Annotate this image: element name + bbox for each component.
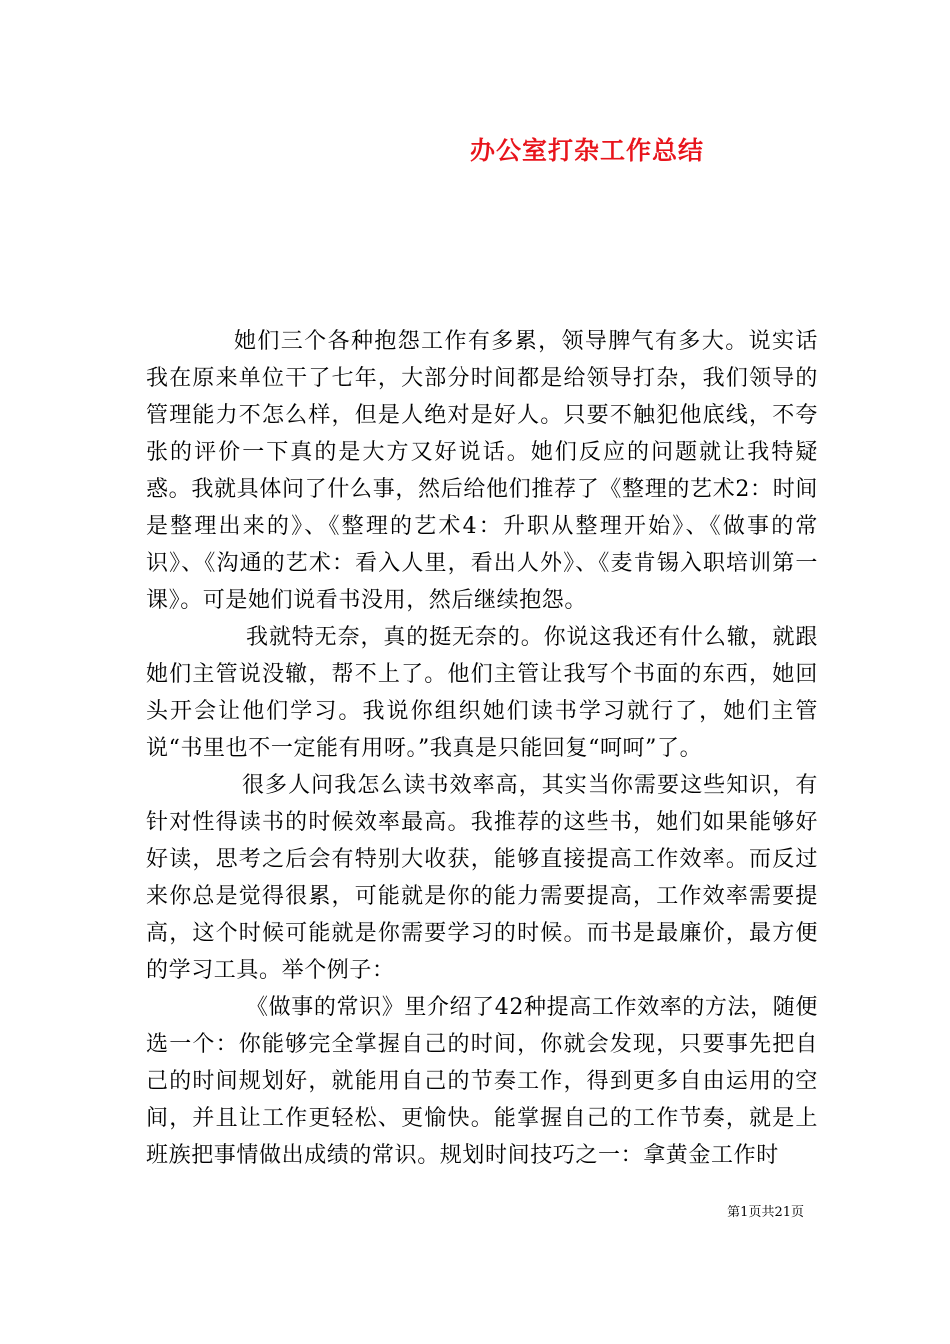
document-body — [146, 323, 818, 1174]
paragraph-2: 我就特无奈，真的挺无奈的。你说这我还有什么辙，就跟她们主管说没辙，帮不上了。他们主管让我写个书面的东西，她回头开会让他们学习。我说你组织她们读书学习就行了，她们主管说“书里也不一定能有用呀。”我真是只能回复“呵呵”了。 — [146, 625, 818, 761]
paragraph-3: 很多人问我怎么读书效率高，其实当你需要这些知识，有针对性得读书的时候效率最高。我推荐的这些书，她们如果能够好好读，思考之后会有特别大收获，能够直接提高工作效率。而反过来你总是觉得很累，可能就是你的能力需要提高，工作效率需要提高，这个时候可能就是你需要学习的时候。而书是最廉价，最方便的学习工具。举个例子： — [146, 773, 818, 983]
paragraph-1: 她们三个各种抱怨工作有多累，领导脾气有多大。说实话我在原来单位干了七年，大部分时间都是给领导打杂，我们领导的管理能力不怎么样，但是人绝对是好人。只要不触犯他底线，不夸张的评价一下真的是大方又好说话。她们反应的问题就让我特疑惑。我就具体问了什么事，然后给他们推荐了《整理的艺术2：时间是整理出来的》、《整理的艺术4：升职从整理开始》、《做事的常识》、《沟通的艺术：看入人里，看出人外》、《麦肯锡入职培训第一课》。可是她们说看书没用，然后继续抱怨。 — [146, 329, 818, 613]
page-number-footer: 第1页共21页 — [727, 1205, 804, 1220]
paragraph-4: 《做事的常识》里介绍了42种提高工作效率的方法，随便选一个：你能够完全掌握自己的时间，你就会发现，只要事先把自己的时间规划好，就能用自己的节奏工作，得到更多自由运用的空间，并且让工作更轻松、更愉快。能掌握自己的工作节奏，就是上班族把事情做出成绩的常识。规划时间技巧之一：拿黄金工作时 — [146, 995, 818, 1168]
document-title: 办公室打杂工作总结 — [470, 136, 705, 165]
